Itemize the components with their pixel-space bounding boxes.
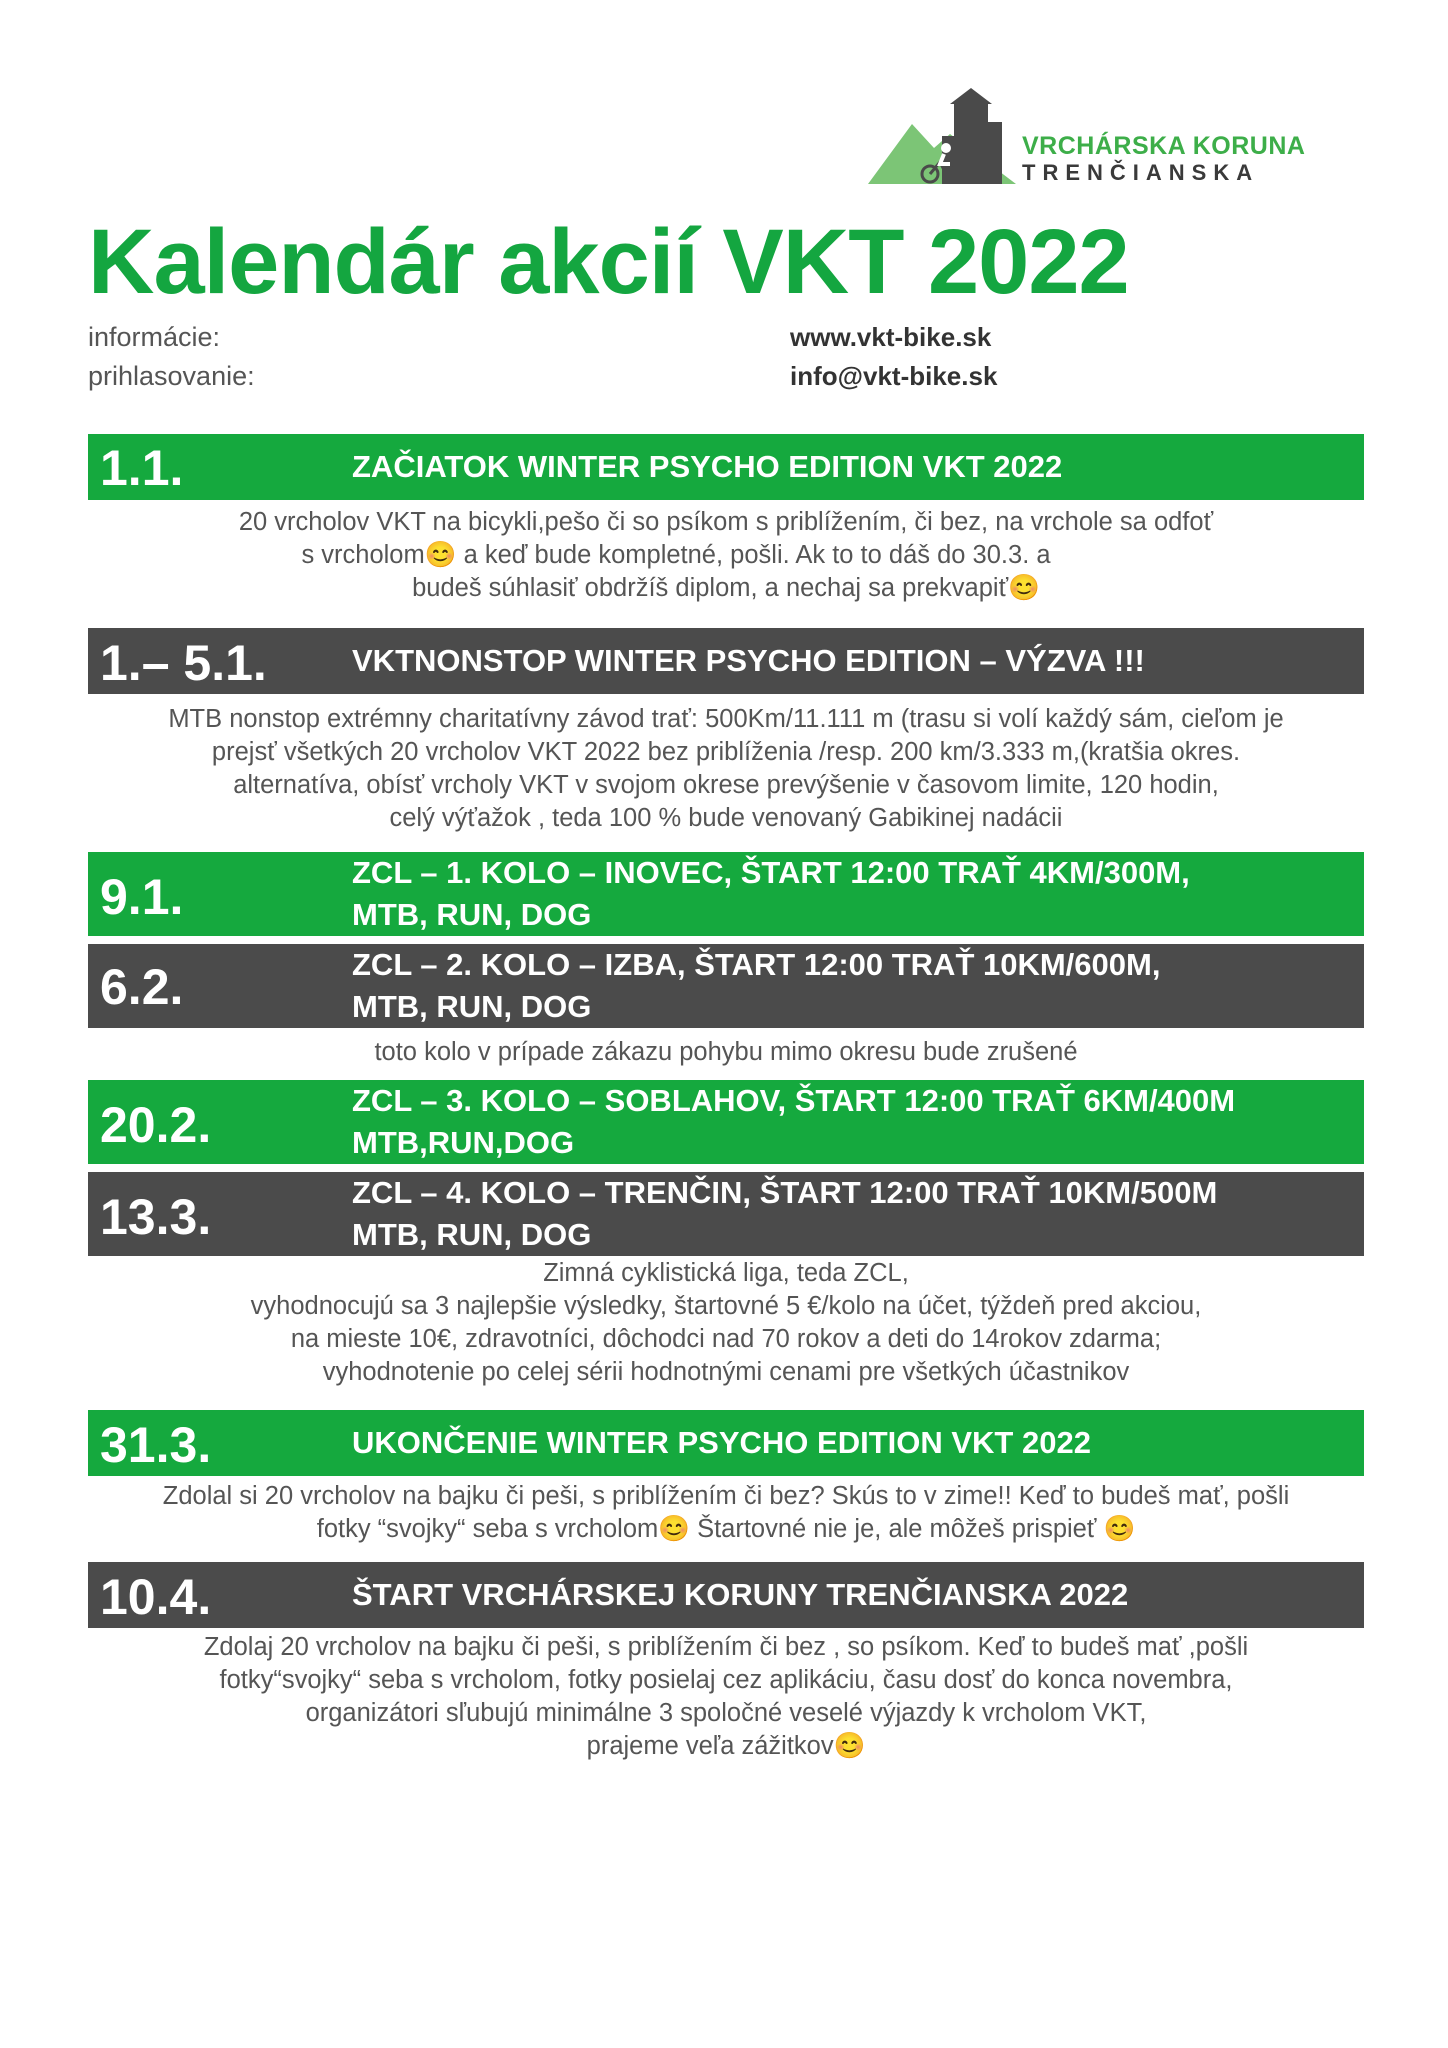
- logo-title: VRCHÁRSKA KORUNA: [1022, 132, 1306, 160]
- description-line: alternatíva, obísť vrcholy VKT v svojom okrese prevýšenie v časovom limite, 120 hodin,: [233, 771, 1219, 799]
- event-title: ZAČIATOK WINTER PSYCHO EDITION VKT 2022: [352, 449, 1063, 484]
- event-title: ŠTART VRCHÁRSKEJ KORUNY TRENČIANSKA 2022: [352, 1577, 1129, 1612]
- event-bar: [88, 628, 1364, 694]
- page-title: Kalendár akcií VKT 2022: [88, 211, 1129, 313]
- description-line: toto kolo v prípade zákazu pohybu mimo okresu bude zrušené: [374, 1038, 1078, 1066]
- event-description: [88, 506, 1364, 605]
- event-title: ZCL – 3. KOLO – SOBLAHOV, ŠTART 12:00 TRAŤ 6KM/400M: [352, 1083, 1236, 1118]
- event-bar: [88, 434, 1364, 500]
- description-line: fotky“svojky“ seba s vrcholom, fotky posielaj cez aplikáciu, času dosť do konca novembra,: [219, 1666, 1233, 1694]
- event-date: 1.1.: [100, 440, 184, 496]
- event-description: [88, 1257, 1364, 1389]
- event-title-line2: MTB, RUN, DOG: [352, 1217, 592, 1252]
- description-line: Zdolaj 20 vrcholov na bajku či peši, s priblížením či bez , so psíkom. Keď to budeš mať ,pošli: [203, 1633, 1249, 1661]
- event-date: 6.2.: [100, 959, 184, 1015]
- event-title: ZCL – 4. KOLO – TRENČIN, ŠTART 12:00 TRAŤ 10KM/500M: [352, 1175, 1218, 1210]
- description-line: fotky “svojky“ seba s vrcholom😊 Štartovné nie je, ale môžeš prispieť 😊: [316, 1515, 1136, 1543]
- event-title: ZCL – 2. KOLO – IZBA, ŠTART 12:00 TRAŤ 10KM/600M,: [352, 947, 1161, 982]
- description-line: MTB nonstop extrémny charitatívny závod trať: 500Km/11.111 m (trasu si volí každý sám, cieľom je: [168, 705, 1284, 733]
- description-line: vyhodnocujú sa 3 najlepšie výsledky, štartovné 5 €/kolo na účet, týždeň pred akciou,: [250, 1292, 1202, 1320]
- registration-label: prihlasovanie:: [88, 361, 255, 391]
- description-line: na mieste 10€, zdravotníci, dôchodci nad 70 rokov a deti do 14rokov zdarma;: [290, 1325, 1162, 1353]
- info-label: informácie:: [88, 322, 221, 352]
- event-bar: [88, 1562, 1364, 1628]
- event-title: UKONČENIE WINTER PSYCHO EDITION VKT 2022: [352, 1425, 1091, 1460]
- event-title: VKTNONSTOP WINTER PSYCHO EDITION – VÝZVA !!!: [352, 643, 1145, 678]
- description-line: celý výťažok , teda 100 % bude venovaný Gabikinej nadácii: [389, 804, 1063, 832]
- event-bar: [88, 944, 1364, 1028]
- description-line: vyhodnotenie po celej sérii hodnotnými cenami pre všetkých účastnikov: [322, 1358, 1130, 1386]
- website-link[interactable]: www.vkt-bike.sk: [790, 322, 992, 352]
- event-title-line2: MTB,RUN,DOG: [352, 1125, 575, 1160]
- description-line: prajeme veľa zážitkov😊: [586, 1732, 866, 1760]
- event-title-line2: MTB, RUN, DOG: [352, 989, 592, 1024]
- logo: [868, 88, 1306, 188]
- email-link[interactable]: info@vkt-bike.sk: [790, 361, 998, 391]
- logo-subtitle: TRENČIANSKA: [1022, 160, 1260, 185]
- description-line: budeš súhlasiť obdržíš diplom, a nechaj sa prekvapiť😊: [412, 574, 1040, 602]
- description-line: Zdolal si 20 vrcholov na bajku či peši, s priblížením či bez? Skús to v zime!! Keď to budeš mať, pošli: [162, 1482, 1290, 1510]
- event-bar: [88, 1410, 1364, 1476]
- event-date: 1.– 5.1.: [100, 635, 267, 691]
- event-date: 20.2.: [100, 1097, 212, 1153]
- event-bar: [88, 1172, 1364, 1256]
- castle-mountain-cyclist-icon: [868, 88, 1022, 188]
- event-date: 13.3.: [100, 1189, 212, 1245]
- event-description: [88, 1036, 1364, 1069]
- description-line: s vrcholom😊 a keď bude kompletné, pošli. Ak to to dáš do 30.3. a: [301, 541, 1051, 569]
- event-date: 10.4.: [100, 1569, 212, 1625]
- event-title: ZCL – 1. KOLO – INOVEC, ŠTART 12:00 TRAŤ 4KM/300M,: [352, 855, 1190, 890]
- description-line: prejsť všetkých 20 vrcholov VKT 2022 bez priblíženia /resp. 200 km/3.333 m,(kratšia okres.: [211, 738, 1241, 766]
- description-line: 20 vrcholov VKT na bicykli,pešo či so psíkom s priblížením, či bez, na vrchole sa odfoť: [238, 508, 1214, 536]
- event-date: 9.1.: [100, 869, 184, 925]
- event-date: 31.3.: [100, 1417, 212, 1473]
- description-line: Zimná cyklistická liga, teda ZCL,: [543, 1259, 909, 1287]
- event-bar: [88, 1080, 1364, 1164]
- event-title-line2: MTB, RUN, DOG: [352, 897, 592, 932]
- event-description: [88, 703, 1364, 835]
- description-line: organizátori sľubujú minimálne 3 spoločné veselé výjazdy k vrcholom VKT,: [305, 1699, 1147, 1727]
- event-description: [88, 1480, 1364, 1546]
- event-bar: [88, 852, 1364, 936]
- event-description: [88, 1631, 1364, 1763]
